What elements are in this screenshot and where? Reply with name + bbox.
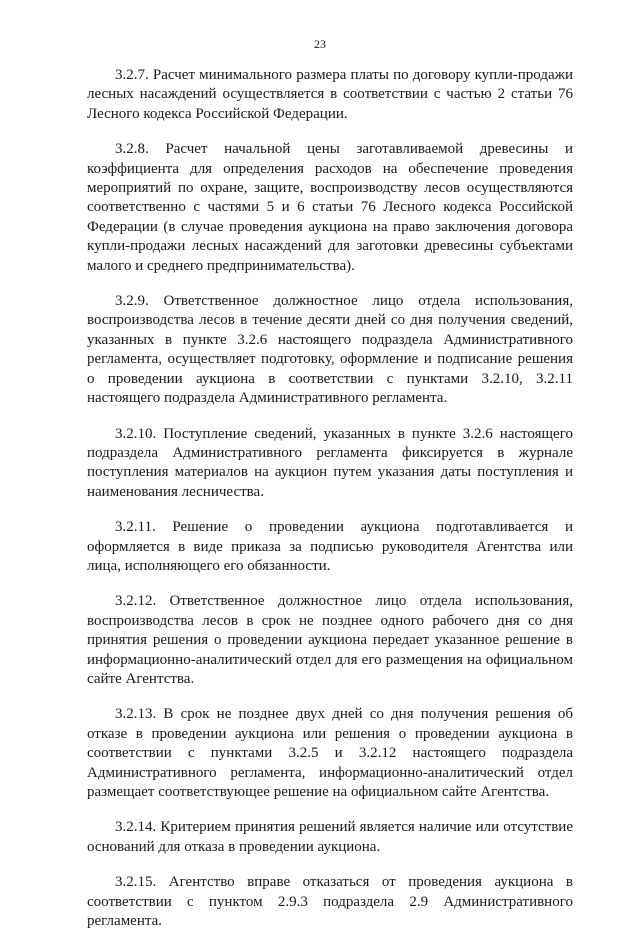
paragraph-3-2-15: 3.2.15. Агентство вправе отказаться от проведения аукциона в соответствии с пунктом 2.9.3 подраздела 2.9 Административного регламента. [87,874,573,930]
paragraph-3-2-9: 3.2.9. Ответственное должностное лицо отдела использования, воспроизводства лесов в течение десяти дней со дня получения сведений, указанных в пункте 3.2.6 настоящего подраздела Административного регламента, осуществляет подготовку, оформление и подписание решения о проведении аукциона в соответствии с пунктами 3.2.10, 3.2.11 настоящего подраздела Административного регламента. [87,293,573,407]
paragraph-3-2-10: 3.2.10. Поступление сведений, указанных в пункте 3.2.6 настоящего подраздела Административного регламента фиксируется в журнале поступления материалов на аукцион путем указания даты поступления и наименования лесничества. [87,425,573,500]
paragraph-3-2-12: 3.2.12. Ответственное должностное лицо отдела использования, воспроизводства лесов в срок не позднее одного рабочего дня со дня принятия решения о проведении аукциона передает указанное решение в информационно-аналитический отдел для его размещения на официальном сайте Агентства. [87,593,573,687]
paragraph-3-2-14: 3.2.14. Критерием принятия решений является наличие или отсутствие оснований для отказа в проведении аукциона. [87,819,573,855]
paragraph-3-2-7: 3.2.7. Расчет минимального размера платы по договору купли-продажи лесных насаждений осуществляется в соответствии с частью 2 статьи 76 Лесного кодекса Российской Федерации. [87,67,573,122]
paragraph-3-2-8: 3.2.8. Расчет начальной цены заготавливаемой древесины и коэффициента для определения расходов на обеспечение проведения мероприятий по охране, защите, воспроизводству лесов осуществляются соответственно с частями 5 и 6 статьи 76 Лесного кодекса Российской Федерации (в случае проведения аукциона на право заключения договора купли-продажи лесных насаждений для заготовки древесины субъектами малого и среднего предпринимательства). [87,141,573,274]
page-number: 23 [314,37,326,51]
paragraph-3-2-13: 3.2.13. В срок не позднее двух дней со дня получения решения об отказе в проведении аукциона или решения о проведении аукциона в соответствии с пунктами 3.2.5 и 3.2.12 настоящего подраздела Административного регламента, информационно-аналитический отдел размещает соответствующее решение на официальном сайте Агентства. [87,706,573,800]
document-body [87,66,573,947]
paragraph-3-2-11: 3.2.11. Решение о проведении аукциона подготавливается и оформляется в виде приказа за подписью руководителя Агентства или лица, исполняющего его обязанности. [87,519,573,574]
